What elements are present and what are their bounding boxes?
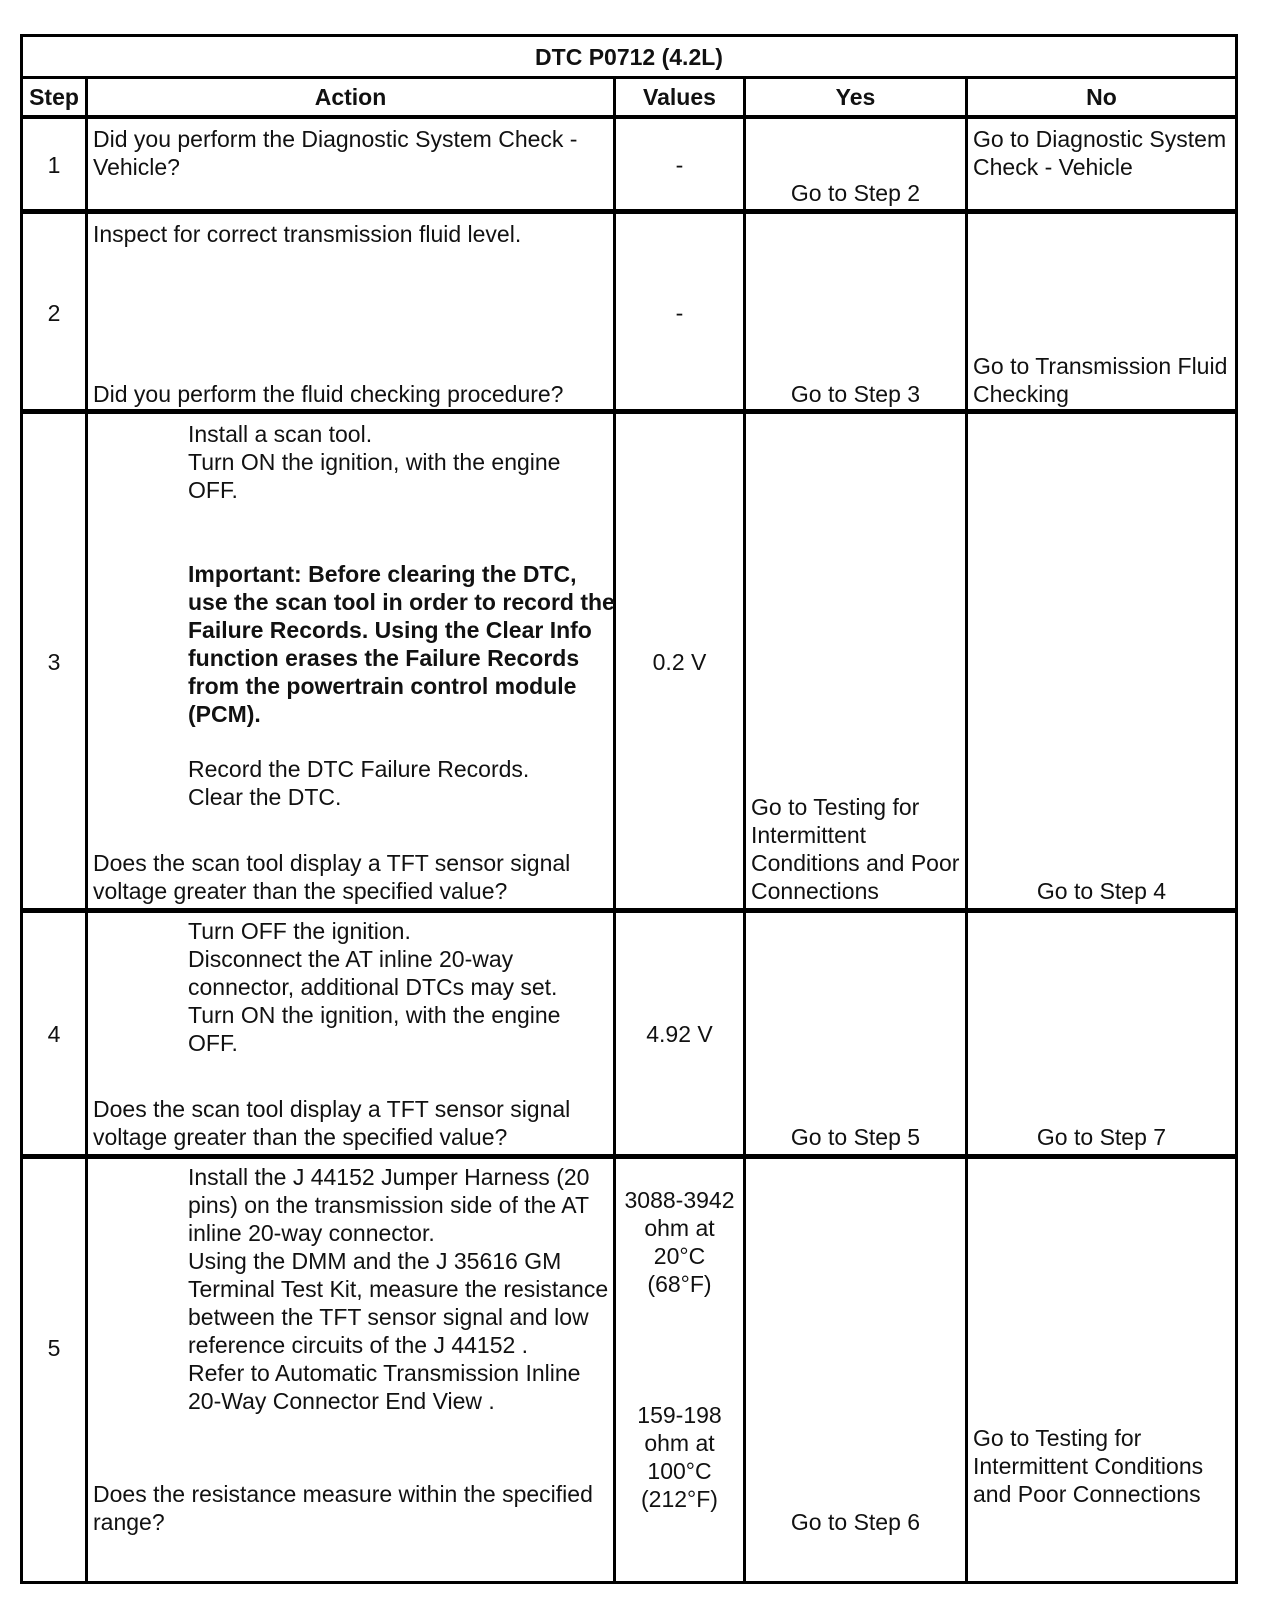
row-divider <box>23 1154 1235 1159</box>
row-divider <box>23 409 1235 414</box>
action-item: Refer to Automatic Transmission Inline 20-Way Connector End View . <box>188 1360 581 1414</box>
column-divider <box>965 76 968 1581</box>
no-action[interactable]: Go to Step 4 <box>1036 878 1167 904</box>
action-question: Did you perform the fluid checking procedure? <box>93 381 564 407</box>
header-values: Values <box>643 84 716 110</box>
table-title: DTC P0712 (4.2L) <box>535 44 723 70</box>
spec-value: - <box>675 300 684 326</box>
column-divider <box>743 76 746 1581</box>
yes-action[interactable]: Go to Step 6 <box>790 1509 921 1535</box>
action-item: Using the DMM and the J 35616 GM Terminal Test Kit, measure the resistance between the TFT sensor signal and low reference circuits of the J 44152 . <box>188 1248 609 1358</box>
action-list <box>88 917 610 1057</box>
action-question: Does the resistance measure within the specified range? <box>93 1481 593 1535</box>
action-list <box>88 755 610 811</box>
row-divider <box>23 76 1235 79</box>
step-number: 4 <box>47 1021 61 1047</box>
action-list <box>88 420 610 504</box>
step-number: 1 <box>47 152 61 178</box>
spec-value: 0.2 V <box>652 649 707 675</box>
step-number: 3 <box>47 649 61 675</box>
no-action[interactable]: Go to Step 7 <box>1036 1124 1167 1150</box>
header-action: Action <box>314 84 387 110</box>
action-item: Turn OFF the ignition. <box>188 918 411 944</box>
action-item: Turn ON the ignition, with the engine OFF. <box>188 1002 561 1056</box>
step-number: 5 <box>47 1335 61 1361</box>
diagnostic-table <box>20 34 1238 1584</box>
row-divider <box>23 908 1235 913</box>
no-action[interactable]: Go to Diagnostic System Check - Vehicle <box>973 126 1227 180</box>
spec-value-range-1: 3088-3942 ohm at 20°C (68°F) <box>624 1187 735 1297</box>
action-item: Record the DTC Failure Records. <box>188 756 530 782</box>
header-step: Step <box>29 84 79 110</box>
row-divider <box>23 209 1235 214</box>
no-action[interactable]: Go to Transmission Fluid Checking <box>973 353 1228 407</box>
action-question: Does the scan tool display a TFT sensor signal voltage greater than the specified value? <box>93 850 571 904</box>
header-yes: Yes <box>835 84 876 110</box>
action-list <box>88 1163 618 1415</box>
action-item: Disconnect the AT inline 20-way connector, additional DTCs may set. <box>188 946 558 1000</box>
action-item: Install the J 44152 Jumper Harness (20 pins) on the transmission side of the AT inline 20-way connector. <box>188 1164 590 1246</box>
spec-value: - <box>675 152 684 178</box>
step-number: 2 <box>47 300 61 326</box>
yes-action[interactable]: Go to Step 3 <box>790 381 921 407</box>
yes-action[interactable]: Go to Testing for Intermittent Conditions and Poor Connections <box>751 794 960 904</box>
yes-action[interactable]: Go to Step 5 <box>790 1124 921 1150</box>
header-no: No <box>1086 84 1117 110</box>
spec-value-range-2: 159-198 ohm at 100°C (212°F) <box>637 1402 722 1512</box>
action-item: Turn ON the ignition, with the engine OFF. <box>188 449 561 503</box>
no-action[interactable]: Go to Testing for Intermittent Conditions and Poor Connections <box>973 1425 1204 1507</box>
spec-value: 4.92 V <box>646 1021 713 1047</box>
important-note: Important: Before clearing the DTC, use the scan tool in order to record the Failure Records. Using the Clear Info function erases the Failure Records from the powertrain control module (PCM). <box>188 561 615 727</box>
yes-action[interactable]: Go to Step 2 <box>790 180 921 206</box>
action-text: Inspect for correct transmission fluid level. <box>93 221 522 247</box>
action-item: Install a scan tool. <box>188 421 373 447</box>
action-question: Does the scan tool display a TFT sensor signal voltage greater than the specified value? <box>93 1096 571 1150</box>
action-text: Did you perform the Diagnostic System Check - Vehicle? <box>93 126 578 180</box>
action-item: Clear the DTC. <box>188 784 342 810</box>
row-divider <box>23 115 1235 119</box>
